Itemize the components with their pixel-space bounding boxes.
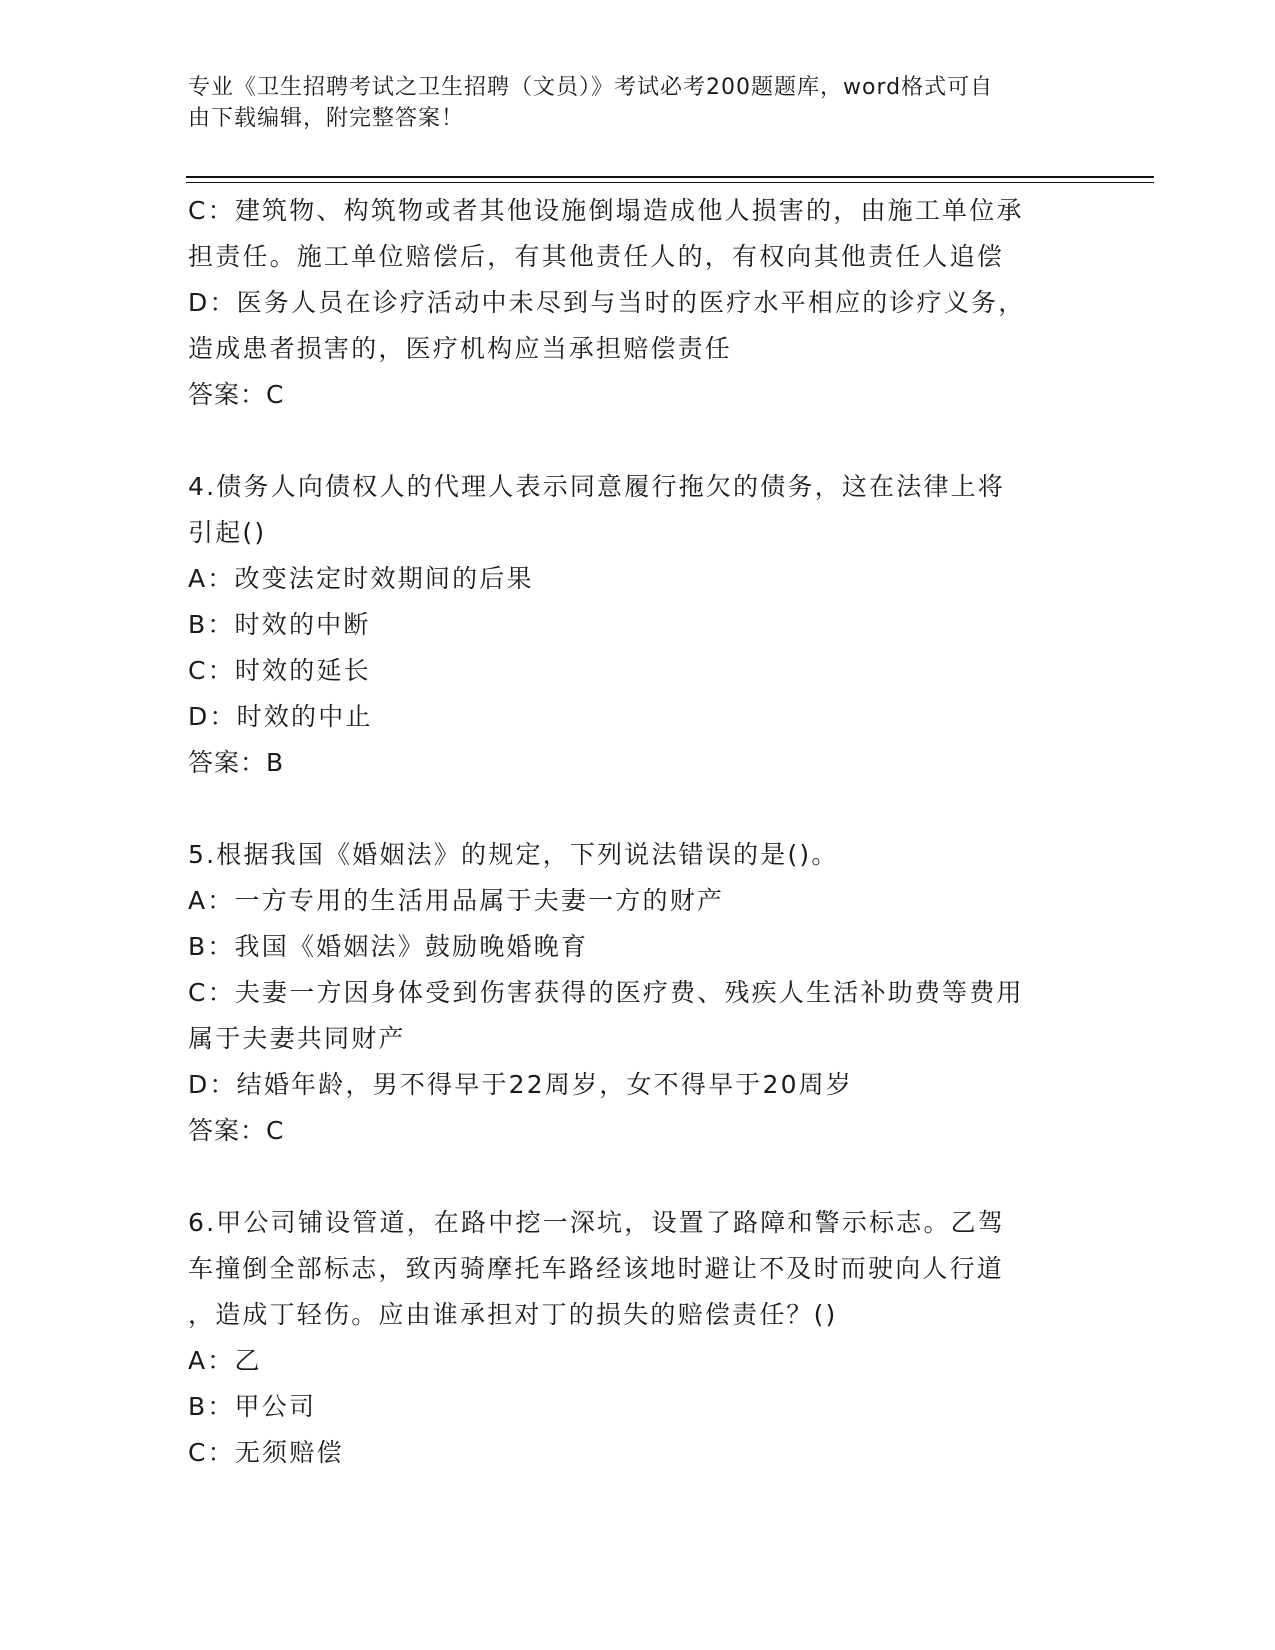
option-a: A：改变法定时效期间的后果 xyxy=(188,564,534,593)
option-c: C：无须赔偿 xyxy=(188,1438,344,1467)
header-divider-thick xyxy=(186,176,1154,178)
question-5 xyxy=(188,832,1088,1154)
option-b: B：时效的中断 xyxy=(188,610,371,639)
header-line-1: 专业《卫生招聘考试之卫生招聘（文员）》考试必考200题题库，word格式可自 xyxy=(188,75,994,100)
option-d: D：结婚年龄，男不得早于22周岁，女不得早于20周岁 xyxy=(188,1070,854,1099)
question-stem-line-2: 引起() xyxy=(188,518,267,547)
spacer xyxy=(188,786,1088,832)
option-d-line-2: 造成患者损害的，医疗机构应当承担赔偿责任 xyxy=(188,334,733,363)
option-b: B：甲公司 xyxy=(188,1392,317,1421)
question-6 xyxy=(188,1200,1088,1476)
option-c-line-2: 属于夫妻共同财产 xyxy=(188,1024,406,1053)
spacer xyxy=(188,1154,1088,1200)
option-c-line-1: C：建筑物、构筑物或者其他设施倒塌造成他人损害的，由施工单位承 xyxy=(188,196,1024,225)
answer: 答案：C xyxy=(188,1116,285,1145)
question-stem-line-2: 车撞倒全部标志，致丙骑摩托车路经该地时避让不及时而驶向人行道 xyxy=(188,1254,1005,1283)
option-d-line-1: D：医务人员在诊疗活动中未尽到与当时的医疗水平相应的诊疗义务， xyxy=(188,288,1026,317)
option-c-line-2: 担责任。施工单位赔偿后，有其他责任人的，有权向其他责任人追偿 xyxy=(188,242,1005,271)
answer: 答案：C xyxy=(188,380,285,409)
header-line-2: 由下载编辑，附完整答案！ xyxy=(188,106,465,131)
option-b: B：我国《婚姻法》鼓励晚婚晚育 xyxy=(188,932,589,961)
option-c: C：时效的延长 xyxy=(188,656,371,685)
question-content xyxy=(188,188,1088,1476)
question-stem: 5.根据我国《婚姻法》的规定，下列说法错误的是()。 xyxy=(188,840,839,869)
spacer xyxy=(188,418,1088,464)
document-header xyxy=(188,72,1088,134)
header-divider-thin xyxy=(186,182,1154,183)
option-d: D：时效的中止 xyxy=(188,702,373,731)
question-stem-line-1: 4.债务人向债权人的代理人表示同意履行拖欠的债务，这在法律上将 xyxy=(188,472,1006,501)
answer: 答案：B xyxy=(188,748,285,777)
option-a: A：一方专用的生活用品属于夫妻一方的财产 xyxy=(188,886,725,915)
option-c-line-1: C：夫妻一方因身体受到伤害获得的医疗费、残疾人生活补助费等费用 xyxy=(188,978,1024,1007)
question-stem-line-1: 6.甲公司铺设管道，在路中挖一深坑，设置了路障和警示标志。乙驾 xyxy=(188,1208,1006,1237)
question-3-tail xyxy=(188,188,1088,418)
question-stem-line-3: ，造成丁轻伤。应由谁承担对丁的损失的赔偿责任？() xyxy=(188,1300,838,1329)
option-a: A：乙 xyxy=(188,1346,262,1375)
question-4 xyxy=(188,464,1088,786)
